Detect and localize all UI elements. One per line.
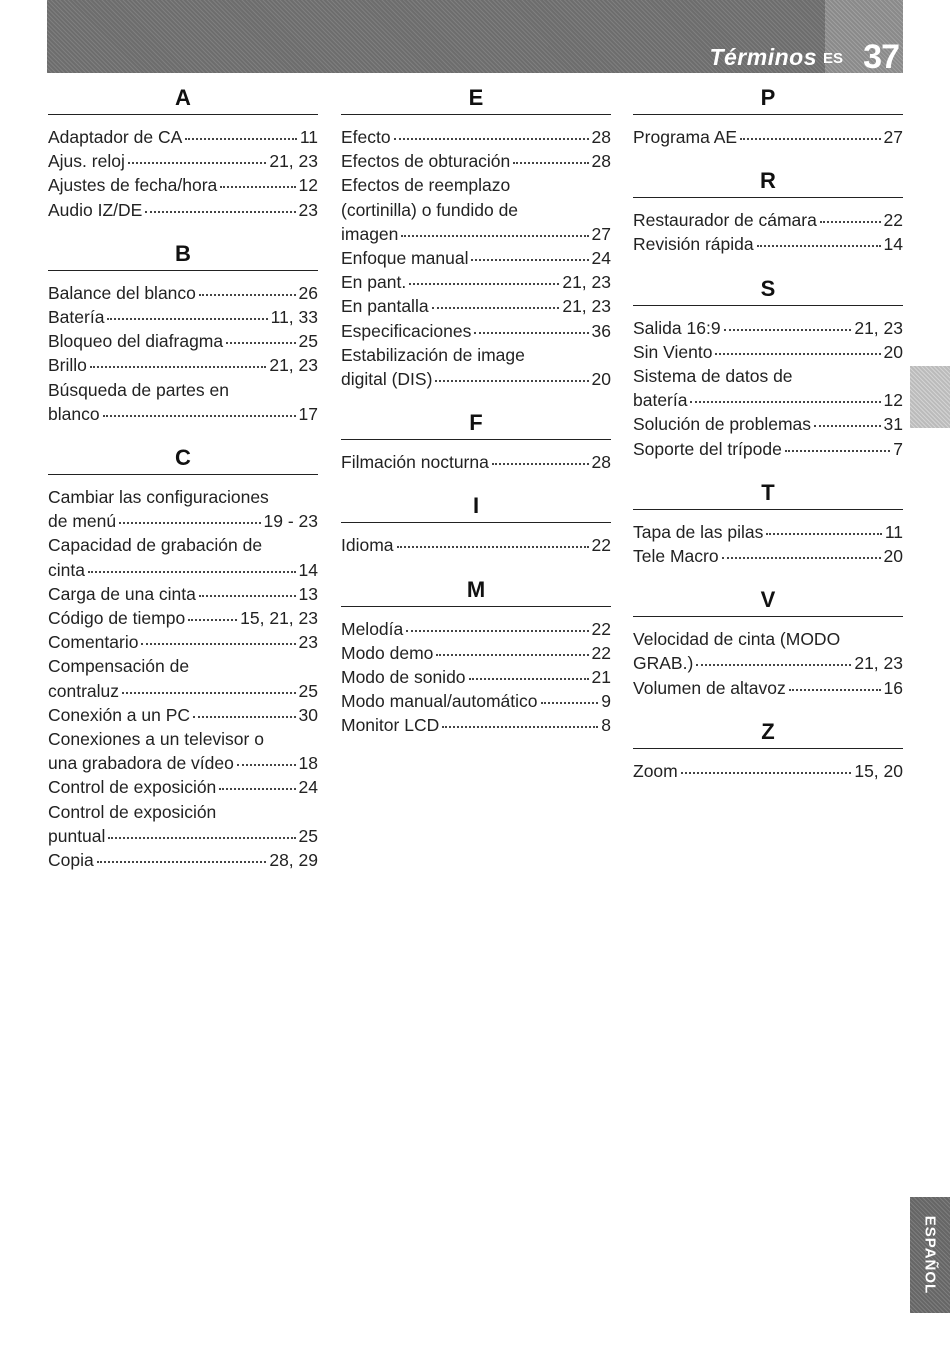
index-entry	[341, 689, 611, 713]
index-entry-page: 16	[883, 677, 903, 698]
index-entry-page: 36	[591, 320, 611, 341]
index-entry	[341, 222, 611, 246]
index-entry-page: 21, 23	[269, 151, 318, 172]
index-entry-page: 21, 23	[854, 317, 903, 338]
index-entry-page: 21	[591, 667, 611, 688]
index-entry-label: Enfoque manual	[341, 248, 469, 269]
index-entry	[341, 367, 611, 391]
index-entry-page: 18	[298, 753, 318, 774]
index-entry-page: 28, 29	[269, 850, 318, 871]
index-entry-label: de menú	[48, 511, 117, 532]
index-entry	[48, 679, 318, 703]
index-entry-label: Restaurador de cámara	[633, 210, 817, 231]
index-entry	[633, 232, 903, 256]
index-entry	[48, 173, 318, 197]
index-entry-page: 22	[591, 618, 611, 639]
index-section	[341, 492, 611, 557]
index-entry-page: 28	[591, 127, 611, 147]
index-entry	[341, 319, 611, 343]
index-entry-page: 17	[298, 403, 318, 424]
index-entry-page: 20	[883, 341, 903, 362]
index-entry-page: 23	[298, 199, 318, 220]
dot-leader	[409, 283, 559, 285]
index-entry	[341, 641, 611, 665]
index-column-2	[341, 84, 611, 756]
index-entry	[633, 340, 903, 364]
index-section	[633, 586, 903, 700]
index-entry-page: 27	[591, 223, 611, 244]
index-entry-label: Balance del blanco	[48, 282, 196, 303]
index-entry	[48, 353, 318, 377]
dot-leader	[696, 664, 851, 666]
index-entry-label: Comentario	[48, 632, 139, 653]
index-entry-label: Batería	[48, 307, 105, 328]
section-letter-heading: P	[633, 84, 903, 115]
dot-leader	[541, 702, 599, 704]
index-entry-label: Conexión a un PC	[48, 704, 191, 725]
index-entry-label: GRAB.)	[633, 653, 694, 674]
index-entry-label: Copia	[48, 850, 94, 871]
index-entry-label: Soporte del trípode	[633, 438, 782, 459]
index-entry-page: 24	[298, 777, 318, 798]
index-entry	[341, 533, 611, 557]
index-entry-label: cinta	[48, 559, 85, 580]
index-entry-page: 15, 21, 23	[240, 608, 318, 629]
index-entry-label: blanco	[48, 403, 100, 424]
index-column-1	[48, 84, 318, 890]
dot-leader	[474, 332, 588, 334]
dot-leader	[397, 546, 589, 548]
index-entry	[48, 402, 318, 426]
section-letter-heading: C	[48, 444, 318, 475]
index-entry-line: Velocidad de cinta (MODO	[633, 629, 841, 650]
dot-leader	[97, 861, 267, 863]
dot-leader	[122, 692, 296, 694]
dot-leader	[90, 366, 266, 368]
index-entry-label: puntual	[48, 825, 106, 846]
dot-leader	[199, 294, 296, 296]
index-entry-label: Filmación nocturna	[341, 452, 489, 473]
index-entry	[48, 606, 318, 630]
index-entry	[48, 775, 318, 799]
index-entry-page: 25	[298, 331, 318, 352]
page-title: Términos	[709, 44, 817, 70]
dot-leader	[471, 259, 588, 261]
index-entry	[341, 125, 611, 149]
index-entry-label: Programa AE	[633, 127, 738, 147]
index-entry-label: Melodía	[341, 618, 404, 639]
dot-leader	[119, 522, 260, 524]
dot-leader	[724, 329, 852, 331]
index-entry-label: Ajustes de fecha/hora	[48, 175, 218, 196]
index-entry	[48, 703, 318, 727]
dot-leader	[435, 380, 588, 382]
index-entry-line: Cambiar las configuraciones	[48, 487, 269, 508]
index-entry-page: 28	[591, 452, 611, 473]
index-section	[341, 409, 611, 474]
index-entry-page: 20	[883, 546, 903, 567]
index-section	[341, 84, 611, 391]
index-entry	[633, 316, 903, 340]
index-entry-page: 14	[883, 234, 903, 255]
language-side-tab	[910, 1197, 950, 1313]
index-entry-page: 13	[298, 583, 318, 604]
index-entry-page: 9	[601, 691, 611, 712]
section-letter-heading: M	[341, 576, 611, 607]
index-entry	[341, 270, 611, 294]
index-entry-page: 25	[298, 825, 318, 846]
index-entry-page: 15, 20	[854, 760, 903, 781]
dot-leader	[820, 221, 881, 223]
index-entry-label: Modo demo	[341, 642, 434, 663]
index-entry	[633, 759, 903, 783]
index-entry-page: 25	[298, 680, 318, 701]
index-section	[48, 84, 318, 222]
index-entry-label: Volumen de altavoz	[633, 677, 786, 698]
index-entry-page: 31	[883, 414, 903, 435]
index-entry-page: 22	[591, 642, 611, 663]
dot-leader	[513, 162, 588, 164]
dot-leader	[141, 643, 295, 645]
dot-leader	[469, 678, 589, 680]
index-column-3	[633, 84, 903, 801]
index-entry-label: Control de exposición	[48, 777, 217, 798]
index-entry-label: Adaptador de CA	[48, 127, 183, 147]
index-entry-page: 21, 23	[562, 296, 611, 317]
index-entry-page: 14	[298, 559, 318, 580]
index-section	[633, 275, 903, 461]
index-entry-line: Conexiones a un televisor o	[48, 729, 264, 750]
dot-leader	[108, 837, 295, 839]
index-entry-label: Efectos de obturación	[341, 151, 511, 172]
index-entry-label: Tele Macro	[633, 546, 719, 567]
dot-leader	[401, 235, 588, 237]
index-section	[48, 240, 318, 426]
dot-leader	[199, 595, 296, 597]
index-entry	[633, 412, 903, 436]
index-entry-label: Sin Viento	[633, 341, 713, 362]
index-entry	[48, 582, 318, 606]
index-entry	[48, 149, 318, 173]
dot-leader	[432, 307, 560, 309]
index-entry	[48, 630, 318, 654]
dot-leader	[185, 138, 297, 140]
index-entry	[48, 509, 318, 533]
dot-leader	[88, 571, 296, 573]
index-entry-label: contraluz	[48, 680, 120, 701]
index-entry-line: Búsqueda de partes en	[48, 379, 229, 400]
index-section	[341, 576, 611, 738]
index-entry-line: Control de exposición	[48, 801, 217, 822]
index-entry-label: Audio IZ/DE	[48, 199, 143, 220]
index-entry-label: Zoom	[633, 760, 678, 781]
section-letter-heading: Z	[633, 718, 903, 749]
header-band	[47, 0, 903, 76]
index-entry-label: Modo manual/automático	[341, 691, 538, 712]
dot-leader	[406, 630, 588, 632]
index-entry-label: Bloqueo del diafragma	[48, 331, 224, 352]
index-entry	[341, 665, 611, 689]
index-entry-line: Estabilización de image	[341, 344, 525, 365]
language-code: ES	[822, 50, 843, 67]
index-entry-page: 12	[298, 175, 318, 196]
dot-leader	[145, 211, 295, 213]
index-section	[633, 84, 903, 149]
dot-leader	[193, 716, 295, 718]
dot-leader	[220, 186, 295, 188]
index-entry	[48, 824, 318, 848]
section-letter-heading: T	[633, 479, 903, 510]
dot-leader	[442, 726, 598, 728]
dot-leader	[219, 788, 295, 790]
index-entry-line: Capacidad de grabación de	[48, 535, 263, 556]
index-entry-label: Salida 16:9	[633, 317, 721, 338]
index-entry-page: 22	[591, 535, 611, 556]
dot-leader	[436, 654, 588, 656]
index-entry	[633, 676, 903, 700]
index-entry	[633, 437, 903, 461]
index-entry-label: En pantalla	[341, 296, 429, 317]
section-letter-heading: A	[48, 84, 318, 115]
index-entry-page: 7	[893, 438, 903, 459]
index-entry-label: Carga de una cinta	[48, 583, 196, 604]
dot-leader	[757, 245, 881, 247]
dot-leader	[188, 619, 237, 621]
index-entry	[341, 294, 611, 318]
dot-leader	[128, 162, 267, 164]
index-entry	[633, 651, 903, 675]
index-entry	[48, 198, 318, 222]
dot-leader	[814, 425, 881, 427]
dot-leader	[681, 772, 852, 774]
dot-leader	[226, 342, 295, 344]
section-letter-heading: F	[341, 409, 611, 440]
index-entry-label: En pant.	[341, 272, 407, 293]
dot-leader	[690, 401, 880, 403]
index-entry-page: 28	[591, 151, 611, 172]
index-entry-page: 11	[299, 127, 318, 147]
dot-leader	[722, 557, 881, 559]
index-entry-label: Código de tiempo	[48, 608, 186, 629]
index-entry	[341, 713, 611, 737]
index-section	[48, 444, 318, 872]
index-entry	[48, 751, 318, 775]
dot-leader	[107, 318, 267, 320]
dot-leader	[715, 353, 880, 355]
index-entry-label: Ajus. reloj	[48, 151, 125, 172]
index-entry	[633, 208, 903, 232]
index-entry	[48, 281, 318, 305]
section-side-tab	[910, 366, 950, 428]
index-entry-label: Solución de problemas	[633, 414, 812, 435]
index-entry-label: una grabadora de vídeo	[48, 753, 234, 774]
index-entry-label: Monitor LCD	[341, 715, 440, 736]
index-entry-page: 24	[591, 248, 611, 269]
index-entry-label: Idioma	[341, 535, 394, 556]
index-entry	[633, 125, 903, 149]
index-entry-line: Efectos de reemplazo	[341, 175, 511, 196]
dot-leader	[785, 450, 890, 452]
index-entry	[633, 388, 903, 412]
index-entry-page: 12	[883, 390, 903, 411]
dot-leader	[492, 463, 589, 465]
index-entry-page: 8	[601, 715, 611, 736]
index-entry	[48, 848, 318, 872]
index-entry	[48, 305, 318, 329]
index-entry-label: batería	[633, 390, 688, 411]
dot-leader	[740, 138, 880, 140]
dot-leader	[237, 764, 296, 766]
section-letter-heading: I	[341, 492, 611, 523]
index-entry-page: 20	[591, 369, 611, 390]
index-entry	[633, 544, 903, 568]
index-entry	[341, 149, 611, 173]
index-entry-page: 22	[883, 210, 903, 231]
index-section	[633, 718, 903, 783]
index-entry	[633, 520, 903, 544]
index-entry-label: Efecto	[341, 127, 391, 147]
index-entry-line: (cortinilla) o fundido de	[341, 199, 519, 220]
index-entry-label: digital (DIS)	[341, 369, 433, 390]
index-entry-page: 21, 23	[854, 653, 903, 674]
index-entry	[48, 558, 318, 582]
index-section	[633, 479, 903, 568]
index-entry-label: Especificaciones	[341, 320, 472, 341]
index-entry-page: 19 - 23	[263, 511, 318, 532]
index-entry-label: Revisión rápida	[633, 234, 754, 255]
index-entry-page: 23	[298, 632, 318, 653]
index-section	[633, 167, 903, 256]
index-entry	[341, 617, 611, 641]
section-letter-heading: V	[633, 586, 903, 617]
dot-leader	[103, 415, 296, 417]
index-entry-label: Tapa de las pilas	[633, 521, 764, 542]
section-letter-heading: E	[341, 84, 611, 115]
index-entry-page: 21, 23	[269, 355, 318, 376]
dot-leader	[789, 689, 881, 691]
index-entry	[341, 450, 611, 474]
index-entry	[48, 329, 318, 353]
index-entry	[341, 246, 611, 270]
section-letter-heading: S	[633, 275, 903, 306]
index-entry-line: Compensación de	[48, 656, 190, 677]
section-letter-heading: R	[633, 167, 903, 198]
index-entry-label: imagen	[341, 223, 399, 244]
section-letter-heading: B	[48, 240, 318, 271]
index-entry-line: Sistema de datos de	[633, 366, 793, 387]
index-entry-page: 26	[298, 282, 318, 303]
index-entry-page: 11, 33	[270, 307, 318, 328]
index-entry	[48, 125, 318, 149]
index-entry-page: 27	[883, 127, 903, 147]
index-entry-page: 30	[298, 704, 318, 725]
index-entry-label: Brillo	[48, 355, 87, 376]
dot-leader	[766, 533, 881, 535]
index-entry-page: 21, 23	[562, 272, 611, 293]
page-number: 37	[863, 38, 899, 76]
language-side-tab-label: ESPAÑOL	[921, 1215, 939, 1295]
dot-leader	[394, 138, 589, 140]
index-entry-label: Modo de sonido	[341, 667, 466, 688]
index-entry-page: 11	[884, 521, 903, 542]
